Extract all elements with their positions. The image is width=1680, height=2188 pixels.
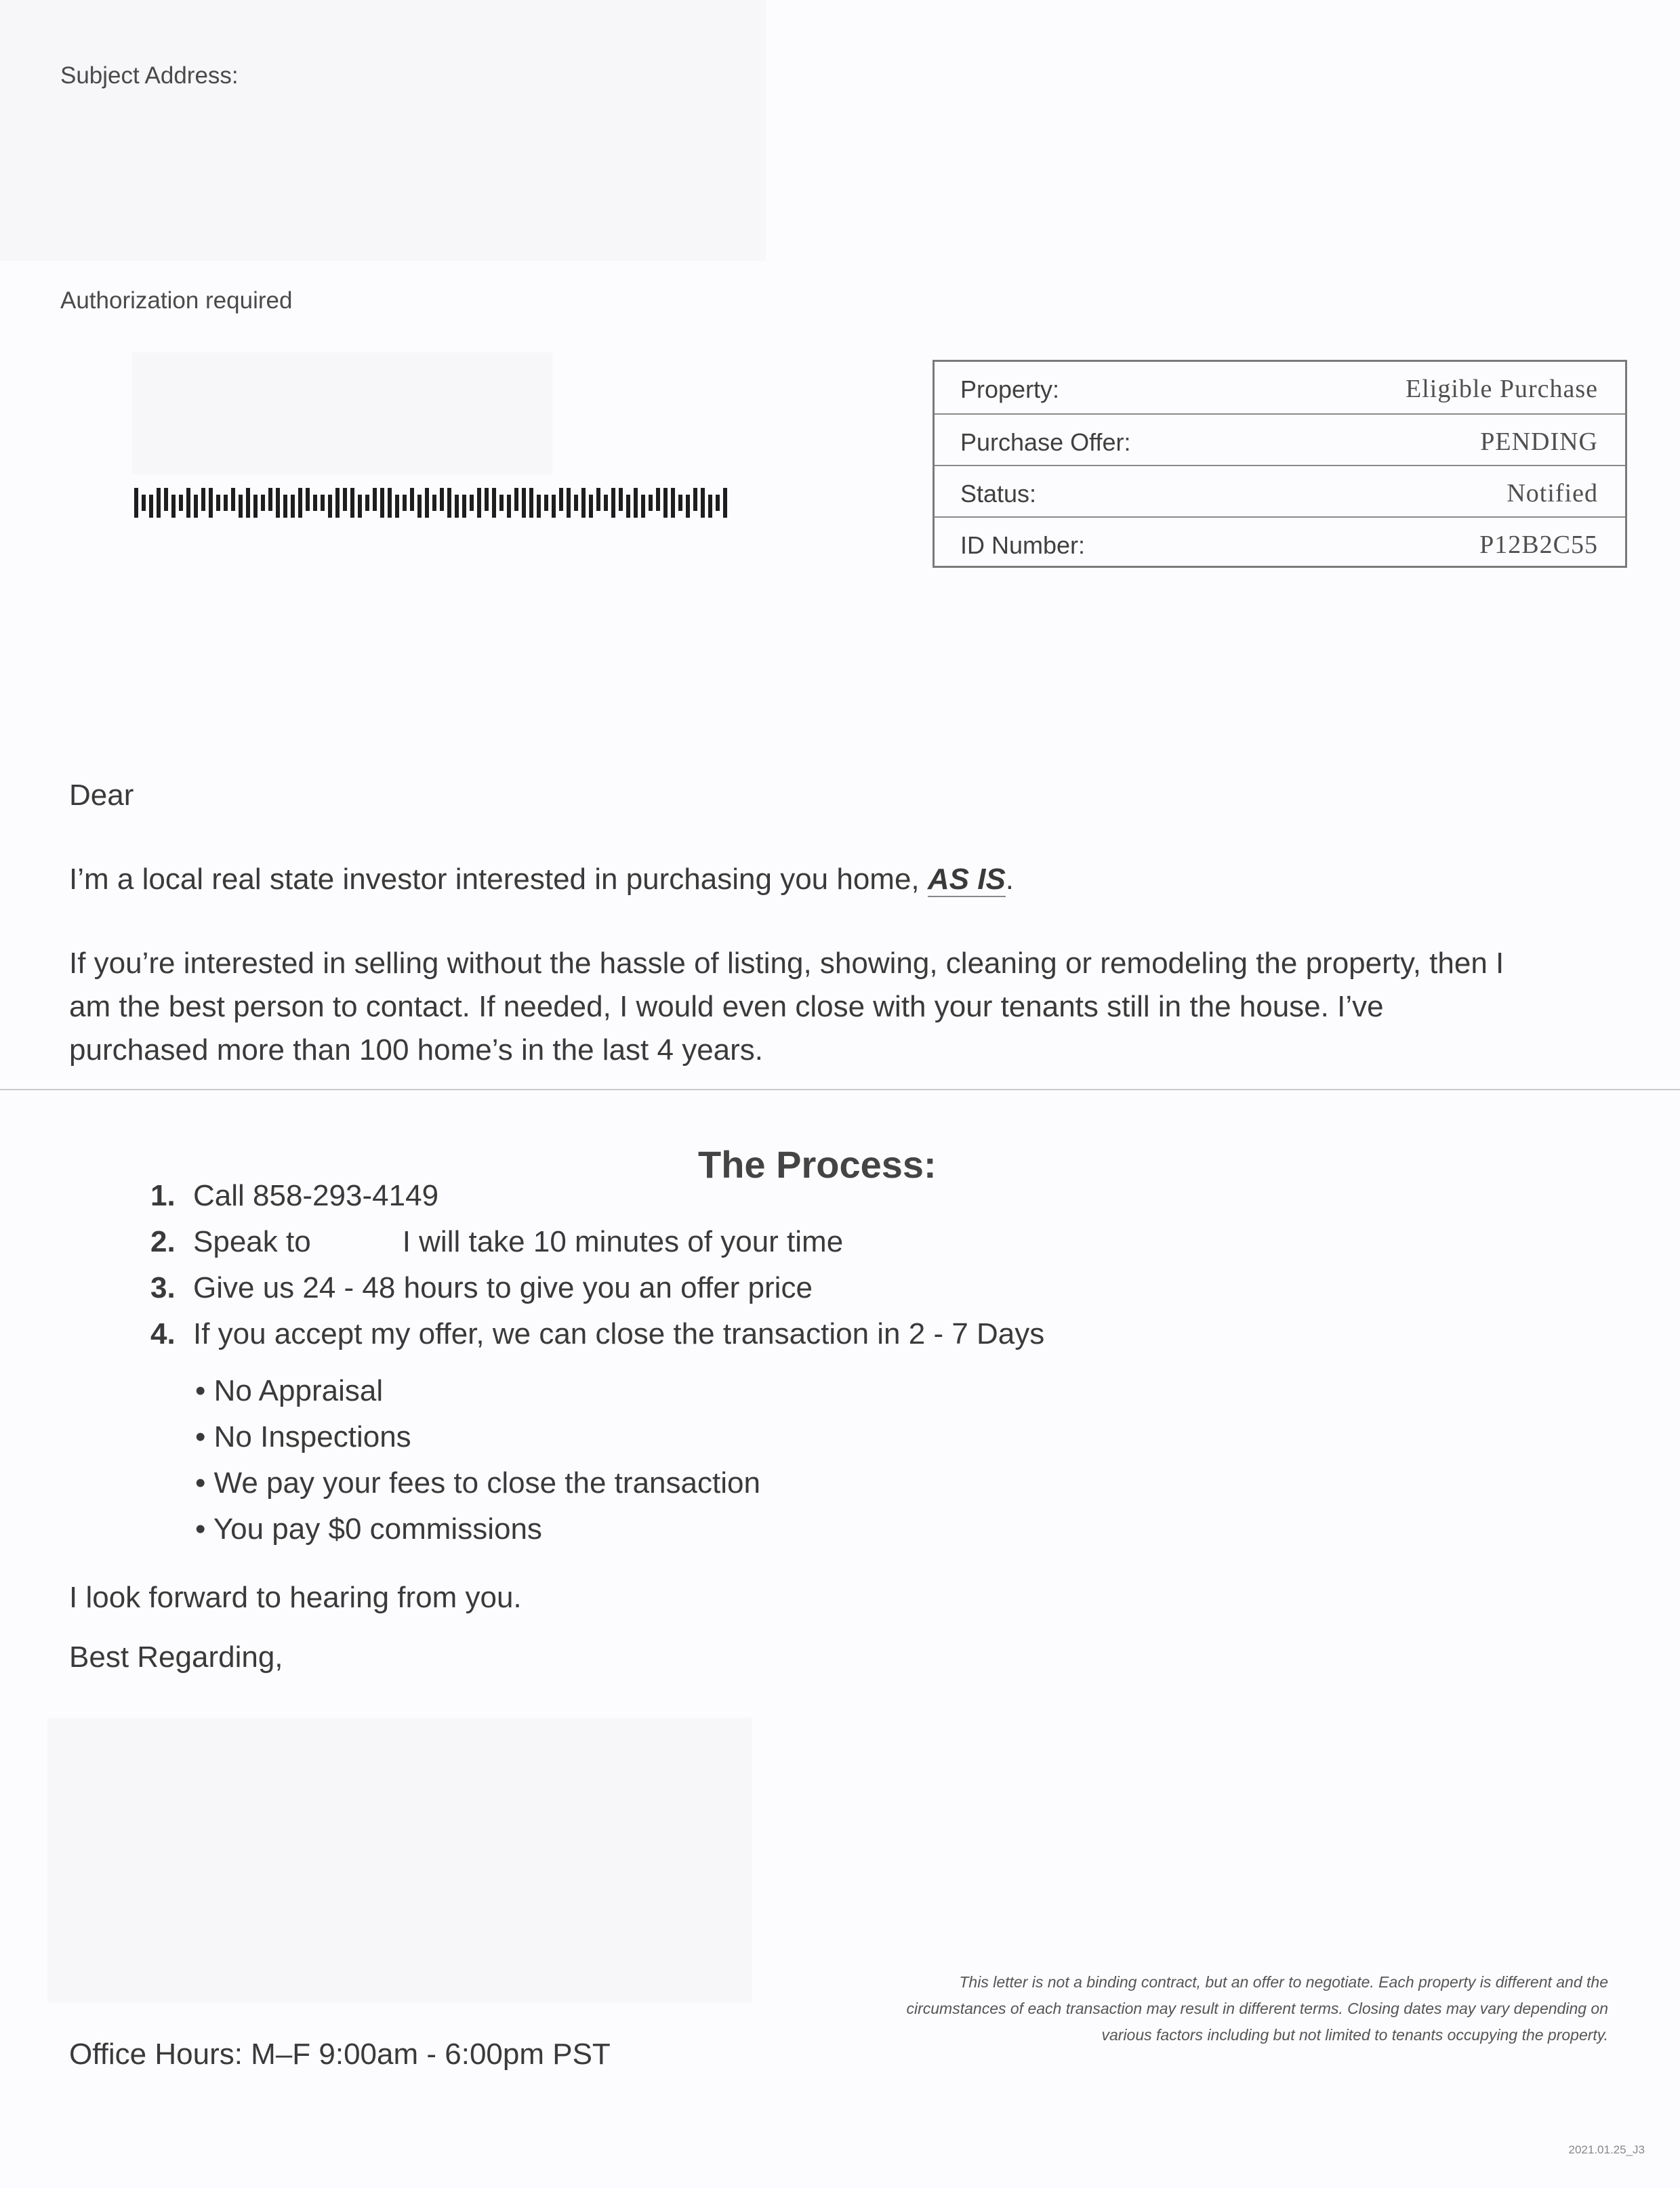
redacted-recipient-block — [132, 352, 552, 474]
fold-line — [0, 1089, 1680, 1090]
barcode-bar — [701, 488, 705, 518]
barcode-bar — [298, 488, 302, 518]
status-label: Status: — [960, 480, 1037, 508]
barcode-bar — [656, 488, 660, 511]
barcode-bar — [663, 488, 668, 518]
barcode-bar — [343, 488, 347, 511]
sales-paragraph — [69, 942, 1504, 1072]
status-value: P12B2C55 — [1479, 531, 1598, 559]
barcode-bar — [529, 488, 533, 518]
barcode-bar — [373, 488, 377, 511]
barcode-bar — [455, 495, 459, 518]
status-row-property — [935, 362, 1625, 413]
barcode-bar — [634, 488, 638, 518]
barcode-bar — [313, 495, 317, 511]
benefit-bullet: • You pay $0 commissions — [195, 1512, 542, 1546]
redacted-address-block — [0, 0, 766, 261]
step-number: 1. — [150, 1179, 176, 1212]
offer-status-table — [933, 360, 1627, 568]
intro-line — [69, 858, 1014, 901]
step-text: Give us 24 - 48 hours to give you an offer price — [193, 1271, 813, 1304]
barcode-bar — [350, 488, 354, 518]
status-value: Eligible Purchase — [1406, 375, 1598, 403]
process-title: The Process: — [698, 1143, 937, 1186]
barcode-bar — [201, 488, 205, 511]
disclaimer-line: circumstances of each transaction may result in different terms. Closing dates may vary depending on — [906, 2000, 1608, 2017]
barcode-bar — [216, 495, 220, 511]
barcode-bar — [164, 488, 168, 511]
barcode-bar — [604, 495, 608, 511]
barcode-bar — [649, 495, 653, 511]
barcode-bar — [589, 495, 593, 518]
barcode-bar — [559, 488, 563, 511]
barcode-bar — [567, 488, 571, 518]
disclaimer-line: various factors including but not limited to tenants occupying the property. — [1101, 2026, 1608, 2044]
status-row-purchase-offer — [935, 413, 1625, 465]
paragraph-line: am the best person to contact. If needed, I would even close with your tenants still in the house. I’ve — [69, 990, 1384, 1023]
barcode-bar — [358, 495, 362, 518]
step-text: If you accept my offer, we can close the transaction in 2 - 7 Days — [193, 1317, 1045, 1350]
barcode-bar — [514, 488, 518, 511]
barcode-bar — [276, 488, 280, 518]
step-number: 2. — [150, 1225, 176, 1258]
paragraph-line: If you’re interested in selling without the hassle of listing, showing, cleaning or remodeling the property, then I — [69, 947, 1504, 980]
intro-text: I’m a local real state investor interested in purchasing you home, — [69, 863, 928, 896]
barcode-bar — [708, 495, 712, 518]
process-step-4 — [150, 1317, 1044, 1351]
barcode-bar — [388, 488, 392, 518]
barcode-bar — [678, 495, 682, 511]
process-step-3 — [150, 1271, 813, 1305]
as-is-emphasis: AS IS — [927, 863, 1006, 896]
barcode-bar — [686, 495, 690, 518]
barcode-bar — [335, 488, 340, 518]
barcode-bar — [693, 488, 697, 511]
barcode-bar — [723, 488, 727, 518]
barcode-bar — [410, 488, 414, 511]
barcode-bar — [179, 495, 183, 511]
barcode-bar — [596, 488, 600, 511]
barcode-bar — [544, 495, 548, 511]
intro-period: . — [1005, 863, 1015, 896]
barcode-bar — [626, 495, 630, 518]
print-stamp: 2021.01.25_J3 — [1568, 2143, 1645, 2156]
barcode-bar — [283, 495, 287, 518]
step-text: Speak to — [193, 1225, 311, 1258]
barcode-bar — [261, 495, 265, 511]
barcode-bar — [134, 488, 138, 518]
sign-off: Best Regarding, — [69, 1640, 283, 1674]
barcode-bar — [611, 488, 615, 518]
barcode-bar — [239, 495, 243, 518]
barcode-bar — [142, 495, 146, 511]
barcode-bar — [432, 495, 436, 511]
barcode-bar — [380, 488, 384, 518]
status-label: Purchase Offer: — [960, 428, 1131, 456]
subject-address-label: Subject Address: — [60, 62, 239, 89]
barcode-bar — [157, 488, 161, 518]
step-number: 4. — [150, 1317, 176, 1350]
barcode-bar — [186, 488, 190, 518]
barcode-bar — [716, 495, 720, 511]
barcode-bar — [209, 488, 213, 518]
barcode-bar — [425, 488, 429, 518]
benefit-bullet: • No Appraisal — [195, 1374, 384, 1407]
barcode-bar — [291, 495, 295, 518]
barcode-bar — [149, 495, 153, 518]
postal-barcode — [134, 477, 739, 518]
barcode-bar — [417, 495, 422, 518]
barcode-bar — [447, 488, 451, 518]
barcode-bar — [306, 488, 310, 511]
redacted-signature-block — [47, 1718, 752, 2002]
greeting: Dear — [69, 779, 134, 812]
barcode-bar — [440, 488, 444, 511]
step-text: Call 858-293-4149 — [193, 1179, 439, 1212]
barcode-bar — [537, 495, 541, 518]
status-value: Notified — [1507, 479, 1598, 508]
barcode-bar — [365, 495, 369, 511]
barcode-bar — [246, 488, 250, 518]
barcode-bar — [492, 488, 496, 518]
barcode-bar — [462, 495, 466, 518]
barcode-bar — [328, 495, 332, 518]
barcode-bar — [268, 488, 272, 511]
barcode-bar — [224, 495, 228, 511]
barcode-bar — [171, 495, 176, 518]
barcode-bar — [619, 488, 623, 511]
barcode-bar — [671, 488, 675, 518]
status-row-id-number — [935, 516, 1625, 568]
barcode-bar — [477, 488, 481, 518]
status-value: PENDING — [1480, 428, 1598, 456]
barcode-bar — [253, 495, 258, 518]
barcode-bar — [485, 488, 489, 511]
barcode-bar — [499, 495, 504, 511]
barcode-bar — [522, 488, 526, 518]
barcode-bar — [194, 495, 198, 518]
barcode-bar — [403, 495, 407, 511]
barcode-bar — [231, 488, 235, 511]
benefit-bullet: • No Inspections — [195, 1420, 411, 1453]
disclaimer — [829, 1969, 1608, 2048]
status-label: Property: — [960, 375, 1060, 403]
barcode-bar — [321, 495, 325, 511]
disclaimer-line: This letter is not a binding contract, but an offer to negotiate. Each property is different and the — [959, 1973, 1608, 1991]
status-label: ID Number: — [960, 531, 1086, 559]
office-hours: Office Hours: M–F 9:00am - 6:00pm PST — [69, 2038, 611, 2071]
status-row-status — [935, 465, 1625, 516]
benefit-bullet: • We pay your fees to close the transaction — [195, 1466, 760, 1500]
barcode-bar — [581, 488, 586, 518]
process-step-1 — [150, 1179, 438, 1213]
authorization-label: Authorization required — [60, 287, 293, 314]
process-step-2 — [150, 1225, 843, 1259]
barcode-bar — [470, 495, 474, 511]
barcode-bar — [641, 495, 645, 518]
step-text-continued: I will take 10 minutes of your time — [402, 1225, 844, 1258]
barcode-bar — [395, 495, 399, 518]
barcode-bar — [507, 495, 511, 518]
barcode-bar — [574, 495, 578, 511]
barcode-bar — [552, 495, 556, 518]
closing-line: I look forward to hearing from you. — [69, 1581, 522, 1614]
step-number: 3. — [150, 1271, 176, 1304]
paragraph-line: purchased more than 100 home’s in the last 4 years. — [69, 1033, 764, 1067]
